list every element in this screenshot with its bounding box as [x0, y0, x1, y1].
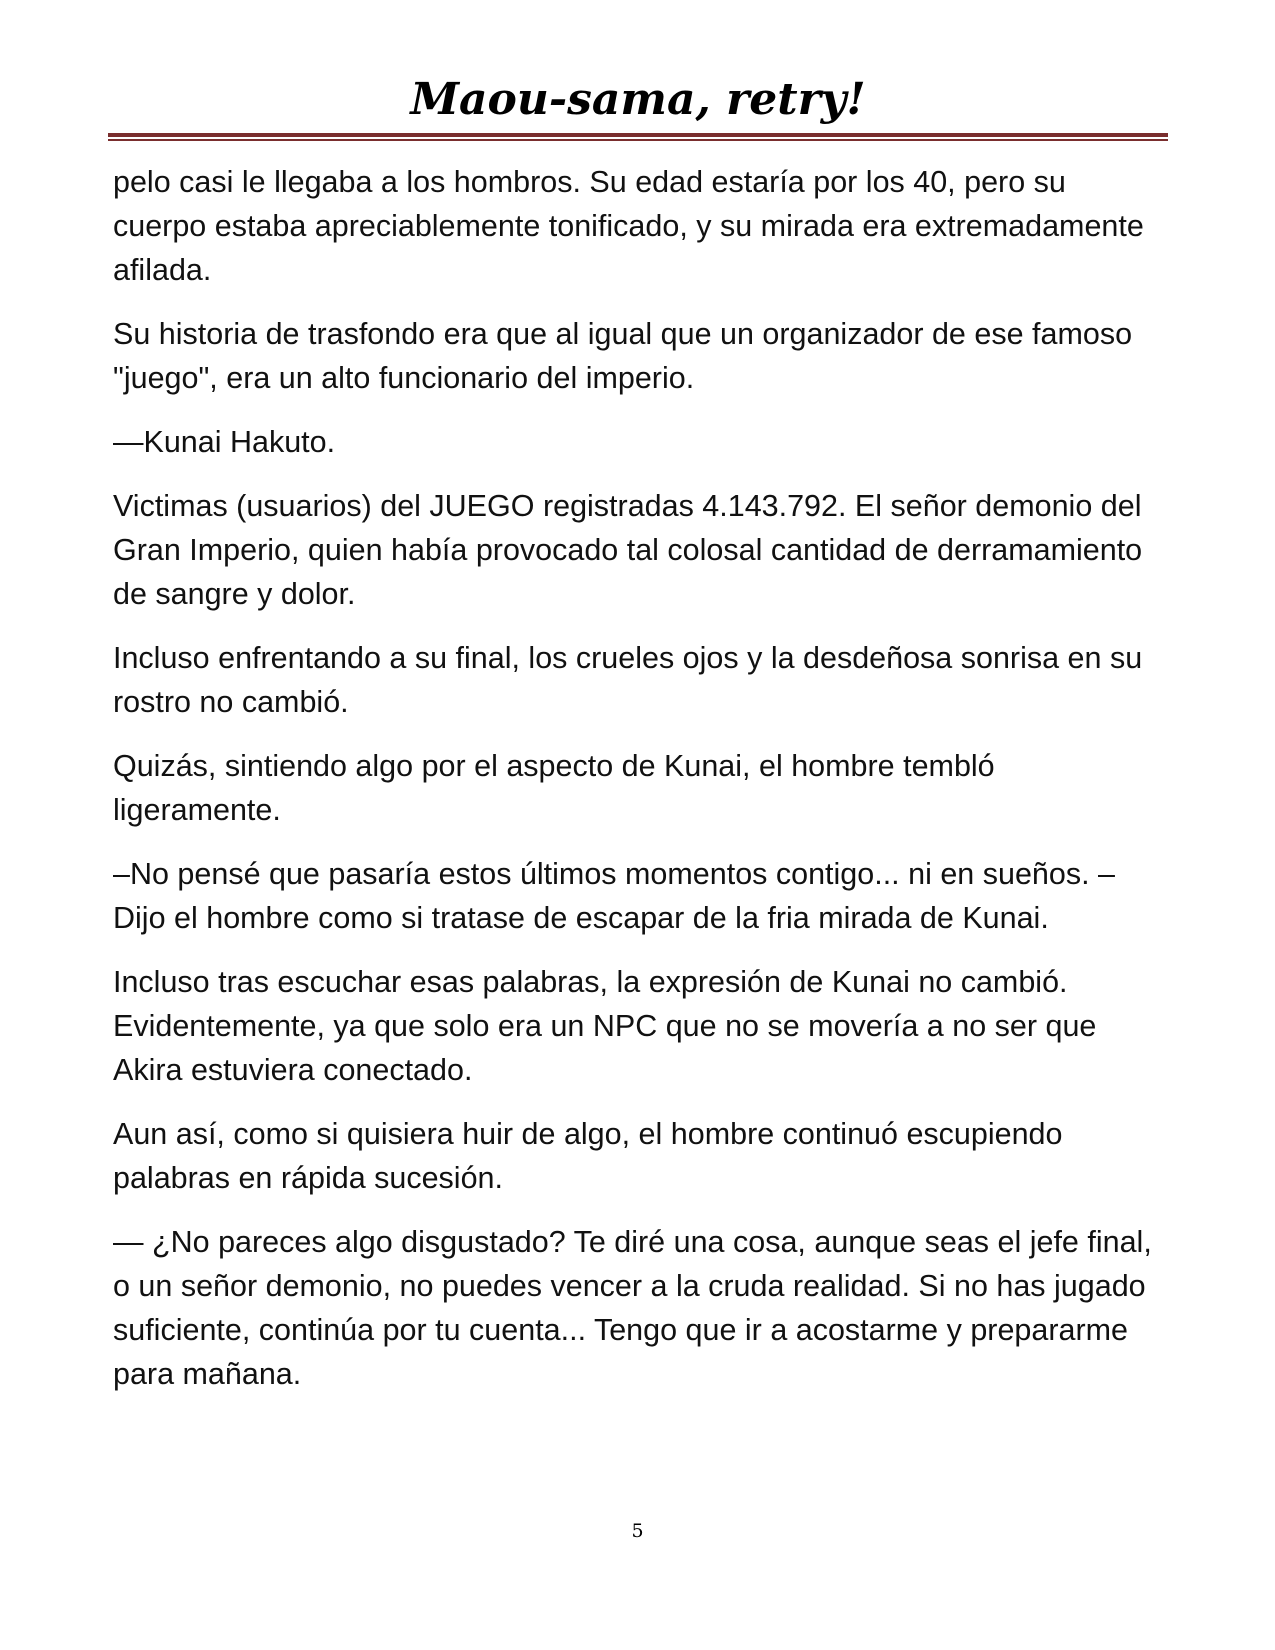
page-title: Maou-sama, retry!	[410, 74, 866, 125]
paragraph: pelo casi le llegaba a los hombros. Su edad estaría por los 40, pero su cuerpo estaba apreciablemente tonificado, y su mirada era extremadamente afilada.	[113, 165, 1144, 287]
paragraph: –No pensé que pasaría estos últimos momentos contigo... ni en sueños. –Dijo el hombre como si tratase de escapar de la fria mirada de Kunai.	[113, 857, 1116, 935]
page-number: 5	[631, 1520, 644, 1542]
paragraph: Su historia de trasfondo era que al igual que un organizador de ese famoso "juego", era un alto funcionario del imperio.	[113, 317, 1133, 395]
header-divider-thick	[108, 133, 1168, 137]
paragraph: Aun así, como si quisiera huir de algo, el hombre continuó escupiendo palabras en rápida sucesión.	[113, 1117, 1063, 1195]
body-text	[113, 160, 1163, 1416]
page-header	[108, 70, 1168, 130]
paragraph: Incluso enfrentando a su final, los crueles ojos y la desdeñosa sonrisa en su rostro no cambió.	[113, 641, 1143, 719]
header-divider	[108, 133, 1168, 140]
paragraph: Incluso tras escuchar esas palabras, la expresión de Kunai no cambió. Evidentemente, ya que solo era un NPC que no se movería a no ser que Akira estuviera conectado.	[113, 965, 1097, 1087]
paragraph: — ¿No pareces algo disgustado? Te diré una cosa, aunque seas el jefe final, o un señor demonio, no puedes vencer a la cruda realidad. Si no has jugado suficiente, continúa por tu cuenta... Tengo que ir a acostarme y prepararme para mañana.	[113, 1225, 1152, 1391]
paragraph: —Kunai Hakuto.	[113, 425, 336, 459]
paragraph: Victimas (usuarios) del JUEGO registradas 4.143.792. El señor demonio del Gran Imperio, quien había provocado tal colosal cantidad de derramamiento de sangre y dolor.	[113, 489, 1143, 611]
paragraph: Quizás, sintiendo algo por el aspecto de Kunai, el hombre tembló ligeramente.	[113, 749, 995, 827]
header-divider-thin	[108, 139, 1168, 141]
